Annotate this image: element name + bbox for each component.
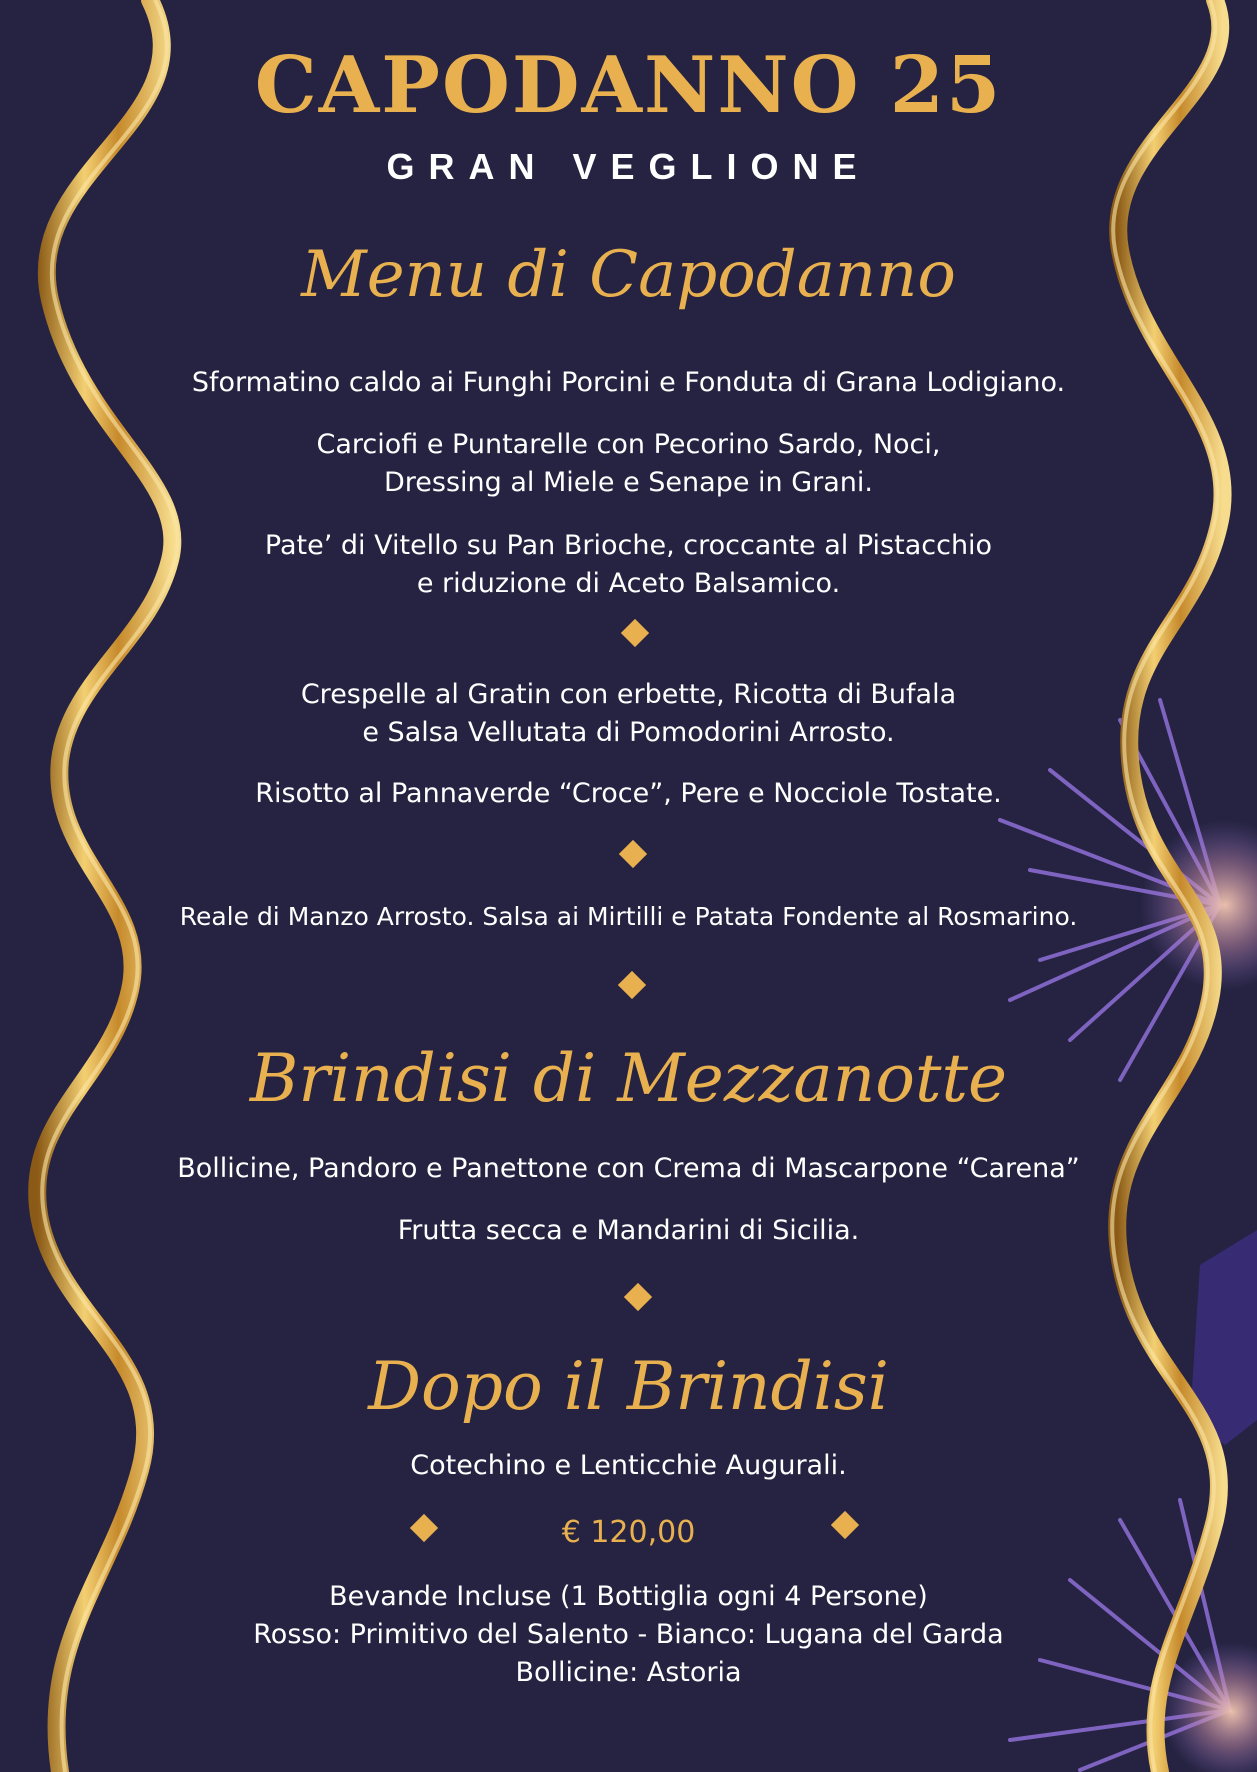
drinks-line: Bollicine: Astoria (515, 1657, 742, 1688)
menu-item: e Salsa Vellutata di Pomodorini Arrosto. (362, 717, 895, 748)
menu-item: Crespelle al Gratin con erbette, Ricotta di Bufala (300, 679, 957, 710)
menu-item: Pate’ di Vitello su Pan Brioche, croccante al Pistacchio (264, 530, 993, 561)
menu-item: Sformatino caldo ai Funghi Porcini e Fonduta di Grana Lodigiano. (191, 367, 1066, 398)
menu-item: e riduzione di Aceto Balsamico. (416, 568, 841, 599)
price: € 120,00 (561, 1515, 696, 1550)
menu-item: Carciofi e Puntarelle con Pecorino Sardo, Noci, (316, 429, 941, 460)
section-heading-menu: Menu di Capodanno (301, 238, 956, 312)
section-heading-brindisi: Brindisi di Mezzanotte (249, 1040, 1008, 1117)
drinks-line: Rosso: Primitivo del Salento - Bianco: Lugana del Garda (253, 1619, 1004, 1650)
drinks-line: Bevande Incluse (1 Bottiglia ogni 4 Persone) (329, 1581, 928, 1612)
diamond-divider-icon (622, 1281, 654, 1313)
diamond-divider-icon (617, 838, 649, 870)
menu-item: Frutta secca e Mandarini di Sicilia. (397, 1215, 860, 1246)
diamond-divider-icon (616, 969, 648, 1001)
menu-item: Risotto al Pannaverde “Croce”, Pere e Nocciole Tostate. (255, 778, 1002, 809)
menu-item: Dressing al Miele e Senape in Grani. (383, 467, 873, 498)
diamond-divider-icon (829, 1509, 861, 1541)
diamond-divider-icon (619, 617, 651, 649)
section-heading-dopo: Dopo il Brindisi (368, 1348, 889, 1425)
menu-item: Bollicine, Pandoro e Panettone con Crema di Mascarpone “Carena” (177, 1153, 1080, 1184)
menu-item: Reale di Manzo Arrosto. Salsa ai Mirtilli e Patata Fondente al Rosmarino. (179, 902, 1078, 931)
page-subtitle: GRAN VEGLIONE (386, 146, 871, 187)
menu-item: Cotechino e Lenticchie Augurali. (410, 1450, 847, 1481)
page-title: CAPODANNO 25 (254, 40, 1003, 131)
